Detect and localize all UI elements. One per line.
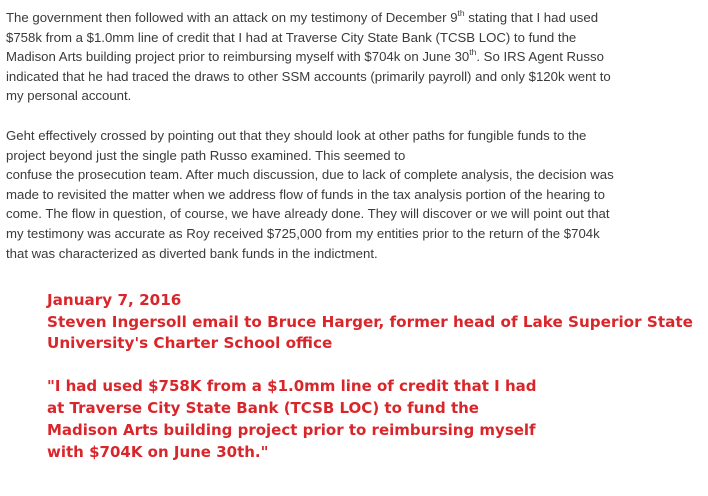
- paragraph-line: my personal account.: [6, 88, 132, 104]
- red-caption: [47, 290, 707, 463]
- ordinal-superscript: th: [457, 7, 465, 18]
- paragraph-line: Geht effectively crossed by pointing out that they should look at other paths for fungible funds to the: [6, 127, 587, 143]
- paragraph-line: Madison Arts building project prior to reimbursing myself with $704k on June 30th. So IRS Agent Russo: [6, 46, 604, 65]
- email-paragraph-cross-examination: [6, 126, 706, 263]
- ordinal-superscript: th: [469, 46, 477, 57]
- caption-date: January 7, 2016: [47, 291, 182, 309]
- paragraph-line: that was characterized as diverted bank funds in the indictment.: [6, 245, 378, 261]
- paragraph-line: indicated that he had traced the draws to other SSM accounts (primarily payroll) and only $120k went to: [6, 68, 611, 84]
- caption-quote: [47, 375, 707, 463]
- paragraph-line: The government then followed with an attack on my testimony of December 9th stating that I had used: [6, 7, 599, 25]
- paragraph-line: project beyond just the single path Russo examined. This seemed to: [6, 147, 406, 163]
- paragraph-line: made to revisited the matter when we address flow of funds in the tax analysis portion of the hearing to: [6, 186, 605, 202]
- quote-line: "I had used $758K from a $1.0mm line of credit that I had: [47, 376, 537, 395]
- caption-source-line: Steven Ingersoll email to Bruce Harger, former head of Lake Superior State: [47, 312, 693, 331]
- email-paragraph-testimony: [6, 8, 706, 106]
- quote-line: with $704K on June 30th.": [47, 442, 269, 461]
- email-excerpt: [6, 8, 706, 263]
- paragraph-line: my testimony was accurate as Roy received $725,000 from my entities prior to the return of the $704k: [6, 225, 600, 241]
- caption-source-line: University's Charter School office: [47, 334, 333, 352]
- quote-line: Madison Arts building project prior to reimbursing myself: [47, 420, 536, 439]
- paragraph-line: $758k from a $1.0mm line of credit that I had at Traverse City State Bank (TCSB LOC) to fund the: [6, 29, 577, 45]
- quote-line: at Traverse City State Bank (TCSB LOC) to fund the: [47, 398, 479, 417]
- paragraph-line: confuse the prosecution team. After much discussion, due to lack of complete analysis, the decision was: [6, 167, 614, 183]
- paragraph-line: come. The flow in question, of course, we have already done. They will discover or we will point out that: [6, 206, 610, 222]
